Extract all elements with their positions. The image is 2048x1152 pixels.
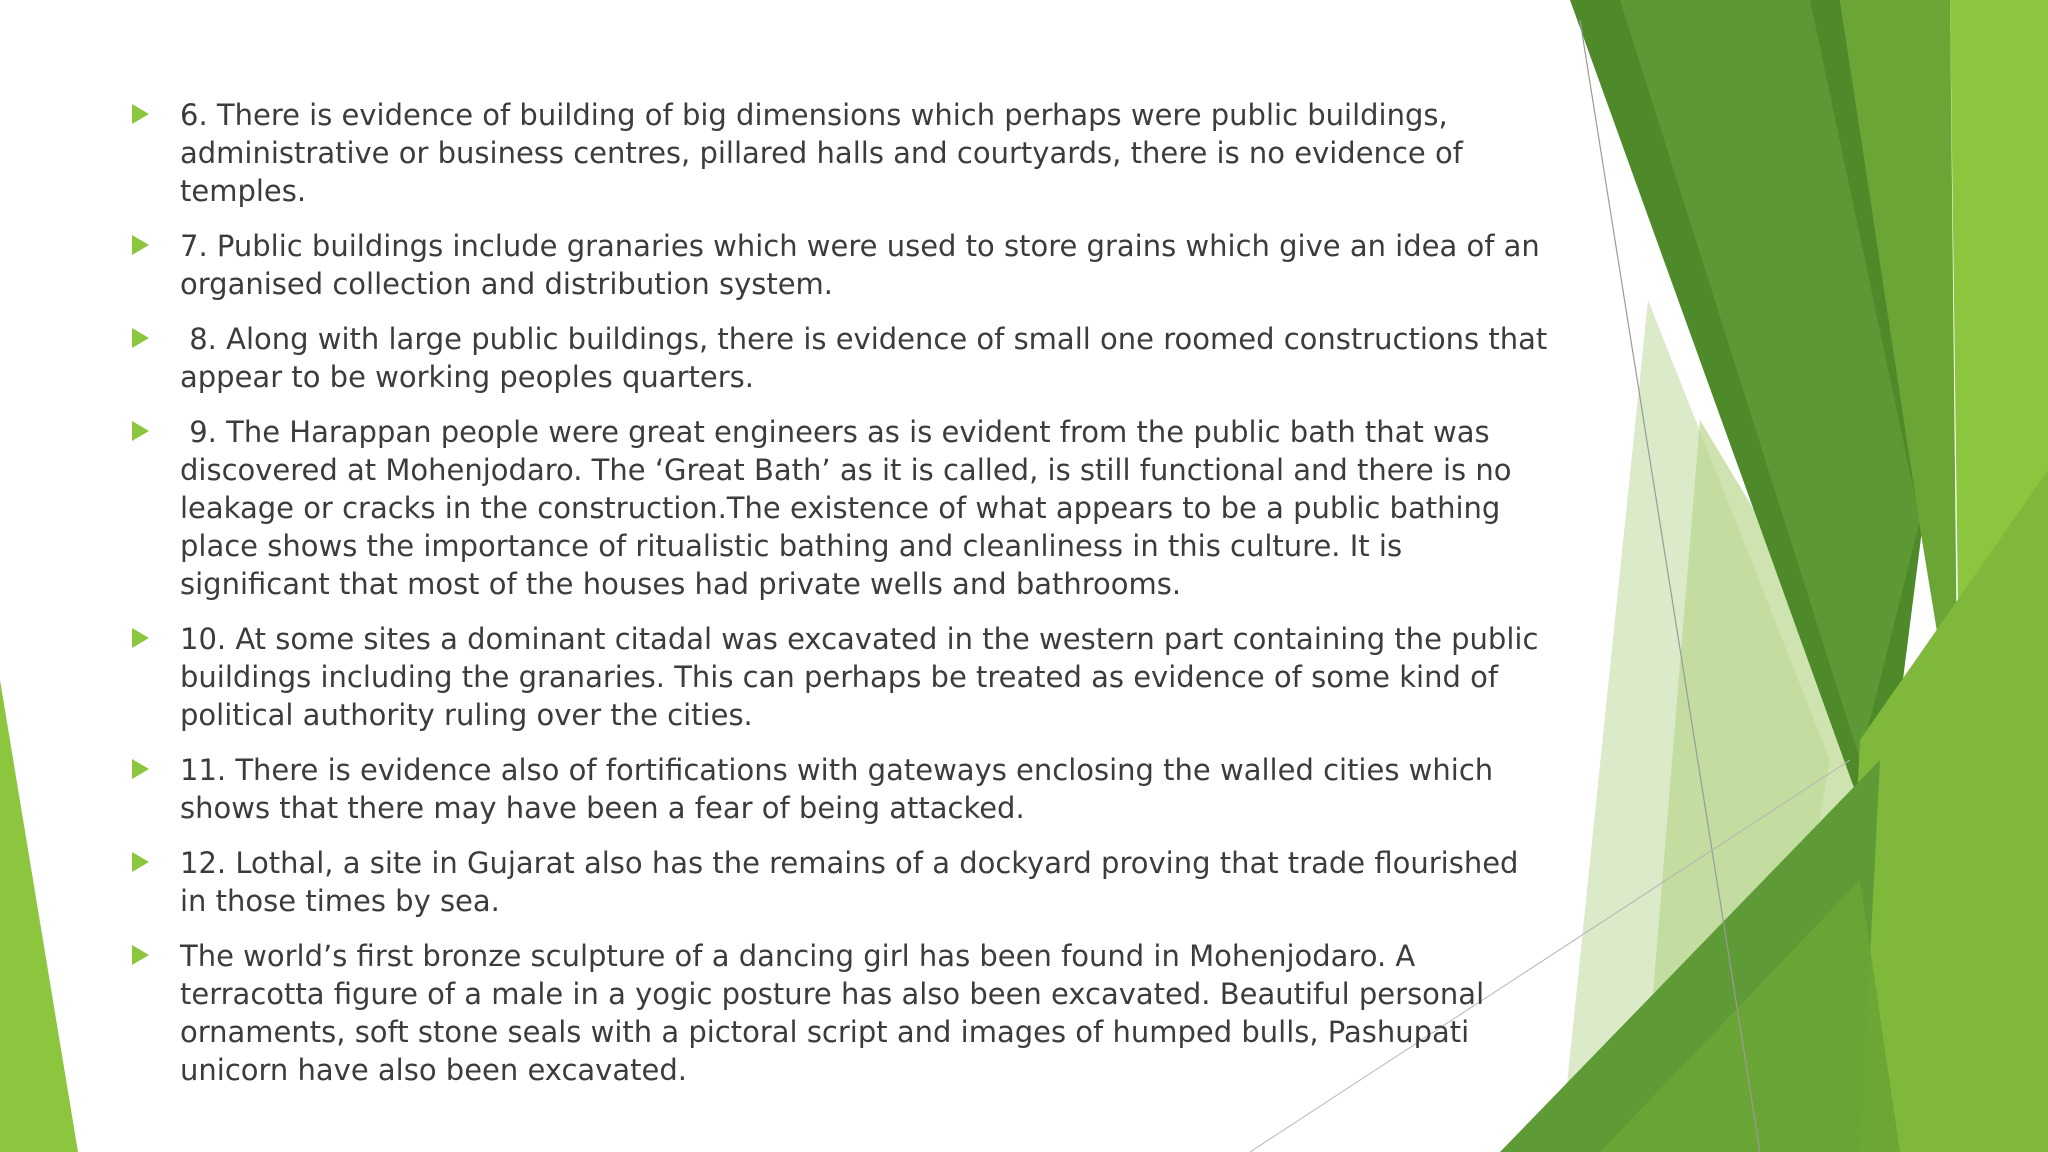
bullet-arrow-icon	[132, 104, 149, 124]
bullet-arrow-icon	[132, 328, 149, 348]
list-item	[124, 320, 1557, 396]
list-item	[124, 413, 1554, 603]
bullet-arrow-icon	[132, 421, 149, 441]
bullet-arrow-icon	[132, 759, 149, 779]
bullet-arrow-icon	[132, 852, 149, 872]
bullet-text: 8. Along with large public buildings, there is evidence of small one roomed constructions that appear to be working peoples quarters.	[180, 322, 1557, 394]
bullet-text: 11. There is evidence also of fortifications with gateways enclosing the walled cities which shows that there may have been a fear of being attacked.	[180, 753, 1503, 825]
bullet-text: 10. At some sites a dominant citadal was excavated in the western part containing the public buildings including the granaries. This can perhaps be treated as evidence of some kind of political authority ruling over the cities.	[180, 622, 1548, 732]
bullet-text: 9. The Harappan people were great engineers as is evident from the public bath that was discovered at Mohenjodaro. The ‘Great Bath’ as it is called, is still functional and there is no leakage or cracks in the construction.The existence of what appears to be a public bathing place shows the importance of ritualistic bathing and cleanliness in this culture. It is significant that most of the houses had private wells and bathrooms.	[180, 415, 1521, 601]
list-item	[124, 227, 1554, 303]
bullet-text: 6. There is evidence of building of big dimensions which perhaps were public buildings, administrative or business centres, pillared halls and courtyards, there is no evidence of temples.	[180, 98, 1473, 208]
bullet-text: 7. Public buildings include granaries which were used to store grains which give an idea of an organised collection and distribution system.	[180, 229, 1550, 301]
list-item	[124, 937, 1554, 1089]
bullet-arrow-icon	[132, 628, 149, 648]
left-facet	[0, 680, 78, 1152]
bullet-arrow-icon	[132, 945, 149, 965]
list-item	[124, 751, 1554, 827]
list-item	[124, 620, 1554, 734]
bullet-text: The world’s first bronze sculpture of a dancing girl has been found in Mohenjodaro. A terracotta figure of a male in a yogic posture has also been excavated. Beautiful personal ornaments, soft stone seals with a pictoral script and images of humped bulls, Pashupati unicorn have also been excavated.	[180, 939, 1494, 1087]
bullet-text: 12. Lothal, a site in Gujarat also has the remains of a dockyard proving that trade flourished in those times by sea.	[180, 846, 1528, 918]
bullet-list	[124, 96, 1557, 1106]
bullet-arrow-icon	[132, 235, 149, 255]
list-item	[124, 844, 1554, 920]
list-item	[124, 96, 1554, 210]
